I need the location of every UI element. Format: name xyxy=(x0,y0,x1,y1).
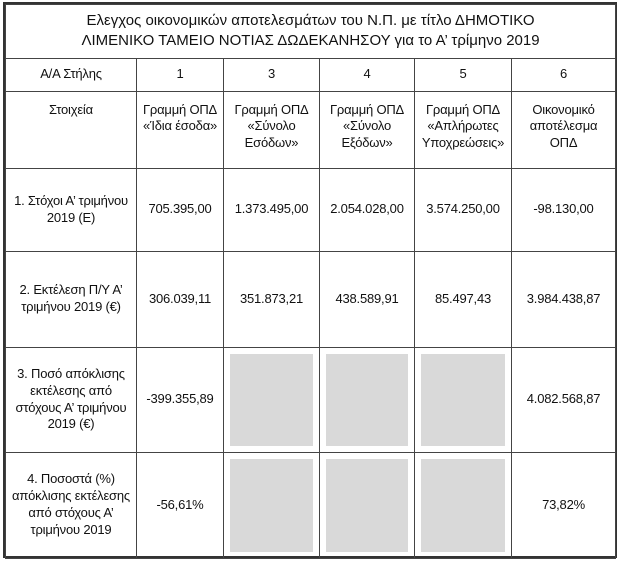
shaded-cell-c4 xyxy=(320,452,415,558)
shaded-cell-c3 xyxy=(224,347,320,452)
row-label-deviation-amount: 3. Ποσό απόκλισης εκτέλεσης από στόχους Α’ τριμήνου 2019 (€) xyxy=(6,347,137,452)
row-label-targets: 1. Στόχοι Α’ τριμήνου 2019 (Ε) xyxy=(6,168,137,251)
cell-execution-c1: 306.039,11 xyxy=(137,251,224,347)
shaded-fill xyxy=(230,354,313,446)
row-label-execution: 2. Εκτέλεση Π/Υ Α’ τριμήνου 2019 (€) xyxy=(6,251,137,347)
financial-results-table xyxy=(5,4,616,559)
shaded-fill xyxy=(421,459,505,552)
cell-deviation-percent-c1: -56,61% xyxy=(137,452,224,558)
cell-targets-c4: 2.054.028,00 xyxy=(320,168,415,251)
row-label-deviation-percent: 4. Ποσοστά (%) απόκλισης εκτέλεσης από στόχους Α’ τριμήνου 2019 xyxy=(6,452,137,558)
table-row xyxy=(6,452,616,558)
column-number-3: 3 xyxy=(224,58,320,91)
column-number-5: 5 xyxy=(415,58,512,91)
column-number-1: 1 xyxy=(137,58,224,91)
cell-deviation-amount-c1: -399.355,89 xyxy=(137,347,224,452)
shaded-fill xyxy=(421,354,505,446)
shaded-fill xyxy=(230,459,313,552)
cell-targets-c5: 3.574.250,00 xyxy=(415,168,512,251)
cell-targets-c6: -98.130,00 xyxy=(512,168,616,251)
cell-execution-c5: 85.497,43 xyxy=(415,251,512,347)
shaded-fill xyxy=(326,354,408,446)
table-row xyxy=(6,251,616,347)
title-line-2: ΛΙΜΕΝΙΚΟ ΤΑΜΕΙΟ ΝΟΤΙΑΣ ΔΩΔΕΚΑΝΗΣΟΥ για το Α’ τρίμηνο 2019 xyxy=(81,32,540,50)
header-stoixeia: Στοιχεία xyxy=(6,91,137,168)
header-own-revenue: Γραμμή ΟΠΔ «Ίδια έσοδα» xyxy=(137,91,224,168)
cell-execution-c4: 438.589,91 xyxy=(320,251,415,347)
table-title xyxy=(6,5,616,59)
cell-deviation-amount-c6: 4.082.568,87 xyxy=(512,347,616,452)
table-row xyxy=(6,168,616,251)
header-financial-result: Οικονομικό αποτέλεσμα ΟΠΔ xyxy=(512,91,616,168)
title-row xyxy=(6,5,616,59)
shaded-cell-c5 xyxy=(415,347,512,452)
cell-targets-c3: 1.373.495,00 xyxy=(224,168,320,251)
table-row xyxy=(6,347,616,452)
results-table-container xyxy=(3,2,617,558)
column-number-4: 4 xyxy=(320,58,415,91)
header-unpaid-liabilities: Γραμμή ΟΠΔ «Απλήρωτες Υποχρεώσεις» xyxy=(415,91,512,168)
header-total-expenses: Γραμμή ΟΠΔ «Σύνολο Εξόδων» xyxy=(320,91,415,168)
header-total-revenue: Γραμμή ΟΠΔ «Σύνολο Εσόδων» xyxy=(224,91,320,168)
cell-deviation-percent-c6: 73,82% xyxy=(512,452,616,558)
cell-execution-c3: 351.873,21 xyxy=(224,251,320,347)
shaded-cell-c5 xyxy=(415,452,512,558)
title-line-1: Ελεγχος οικονομικών αποτελεσμάτων του Ν.Π. με τίτλο ΔΗΜΟΤΙΚΟ xyxy=(86,12,535,29)
shaded-cell-c4 xyxy=(320,347,415,452)
cell-execution-c6: 3.984.438,87 xyxy=(512,251,616,347)
column-header-row xyxy=(6,91,616,168)
shaded-fill xyxy=(326,459,408,552)
column-number-label: Α/Α Στήλης xyxy=(6,58,137,91)
shaded-cell-c3 xyxy=(224,452,320,558)
column-number-6: 6 xyxy=(512,58,616,91)
cell-targets-c1: 705.395,00 xyxy=(137,168,224,251)
column-number-row xyxy=(6,58,616,91)
